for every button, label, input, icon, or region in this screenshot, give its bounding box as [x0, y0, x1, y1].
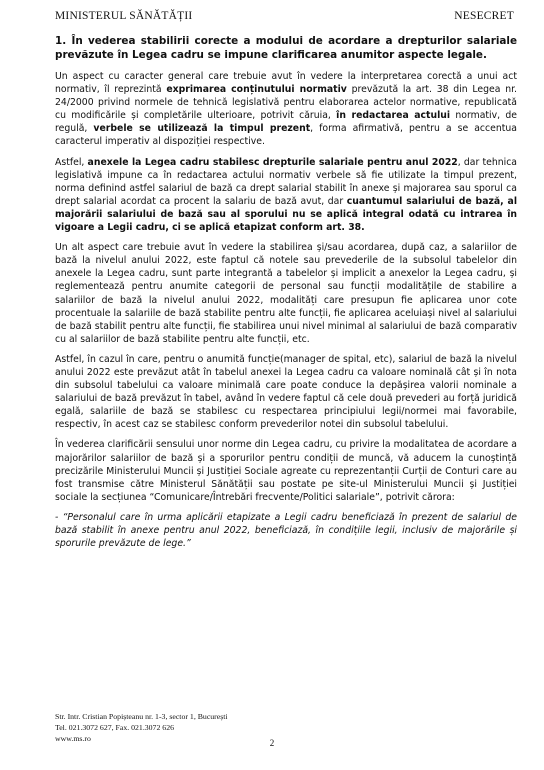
quoted-clarification: - “Personalul care în urma aplicării etapizate a Legii cadru beneficiază în prezent de salariul de bază stabilit în anexe pentru anul 2022, beneficiază, în condițiile legii, inclusiv de majorările și sporurile prevăzute de lege.”: [55, 511, 517, 550]
section-title: 1. În vederea stabilirii corecte a modului de acordare a drepturilor salariale prevăzute în Legea cadru se impune clarificarea anumitor aspecte legale.: [55, 35, 517, 61]
paragraph-2: [55, 156, 517, 235]
p1-bold-d: în redactarea actului: [336, 110, 451, 122]
p1-text-e: normativ, de regulă,: [55, 110, 517, 135]
page-number: 2: [269, 738, 275, 748]
paragraph-3: Un alt aspect care trebuie avut în vedere la stabilirea și/sau acordarea, după caz, a salariilor de bază la nivelul anului 2022, este faptul că notele sau prevederile de la subsolul tabelelor din anexele la Legea cadru, sunt parte integrantă a tabelelor și implicit a anexelor la Legea cadru, și reglementează pentru anumite categorii de personal sau funcții modalitățile de stabilire a salariilor de bază la nivelul anului 2022, modalități care presupun fie aplicarea unor cote procentuale la salariile de bază stabilite pentru alte funcții, fie aplicarea aceluiași nivel al salariului de bază stabilit pentru alte funcții, fie stabilirea unui nivel minimal al salariului de bază comparativ cu al salariilor de bază stabilite pentru alte funcții, etc.: [55, 242, 517, 345]
p1-bold-f: verbele se utilizează la timpul prezent: [93, 123, 311, 135]
p1-bold-b: exprimarea conținutului normativ: [166, 84, 347, 96]
p1-text-a: Un aspect cu caracter general care trebuie avut în vedere la interpretarea corectă a unui act normativ, îl reprezintă: [55, 71, 517, 96]
document-body: [55, 34, 517, 557]
paragraph-4: Astfel, în cazul în care, pentru o anumită funcție(manager de spital, etc), salariul de bază la nivelul anului 2022 este prevăzut atât în tabelul anexei la Legea cadru ca valoare nominală cât și în nota din subsolul tabelului ca valoare minimală care poate conduce la depășirea valorii nominale a salariului de bază prevăzut în tabel, având în vedere faptul că cele două prevederi au forță juridică egală, salariile de bază se stabilesc cu respectarea principiului legii/normei mai favorabile, respectiv, în acest caz se stabilesc conform prevederilor notei din subsolul tabelului.: [55, 353, 517, 431]
footer-phone: Tel. 021.3072 627, Fax. 021.3072 626: [55, 723, 175, 732]
p2-text-c: , dar tehnica legislativă impune ca în redactarea actului normativ verbele să fie utilizate la timpul prezent, norma definind astfel salariul de bază ca drept salarial stabilit în anexe și majorarea sau sporul ca drept salarial acordat ca procent la salariu de bază avut, dar: [55, 156, 518, 207]
p1-text-g: , forma afirmativă, pentru a se accentua caracterul imperativ al dispoziției respective.: [55, 123, 517, 148]
p1-text-c: prevăzută la art. 38 din Legea nr. 24/2000 privind normele de tehnică legislativă pentru elaborarea actelor normative, republicată cu modificările și completările ulterioare, potrivit căruia,: [55, 84, 518, 122]
paragraph-1: [55, 70, 517, 149]
p2-bold-d: cuantumul salariului de bază, al majorării salariului de bază sau al sporului nu se aplică integral odată cu intrarea în vigoare a Legii cadru, ci se aplică etapizat conform art. 38.: [55, 195, 518, 234]
p2-text-a: Astfel,: [55, 156, 88, 168]
classification-label: NESECRET: [454, 10, 514, 22]
ministry-header: MINISTERUL SĂNĂTĂȚII: [55, 10, 193, 22]
p2-bold-b: anexele la Legea cadru stabilesc drepturile salariale pentru anul 2022: [87, 156, 458, 168]
footer-address: Str. Intr. Cristian Popișteanu nr. 1-3, sector 1, București: [55, 712, 228, 721]
paragraph-5: În vederea clarificării sensului unor norme din Legea cadru, cu privire la modalitatea de acordare a majorărilor salariilor de bază și a sporurilor pentru condiții de muncă, vă aducem la cunoștință precizările Ministerului Muncii și Justiției Sociale agreate cu reprezentanții Curții de Conturi care au fost transmise către Ministerul Sănătății sau postate pe site-ul Ministerului Muncii și Justiției sociale la secțiunea “Comunicare/Întrebări frecvente/Politici salariale”, potrivit cărora:: [55, 439, 517, 503]
footer-website-link[interactable]: www.ms.ro: [55, 734, 91, 743]
